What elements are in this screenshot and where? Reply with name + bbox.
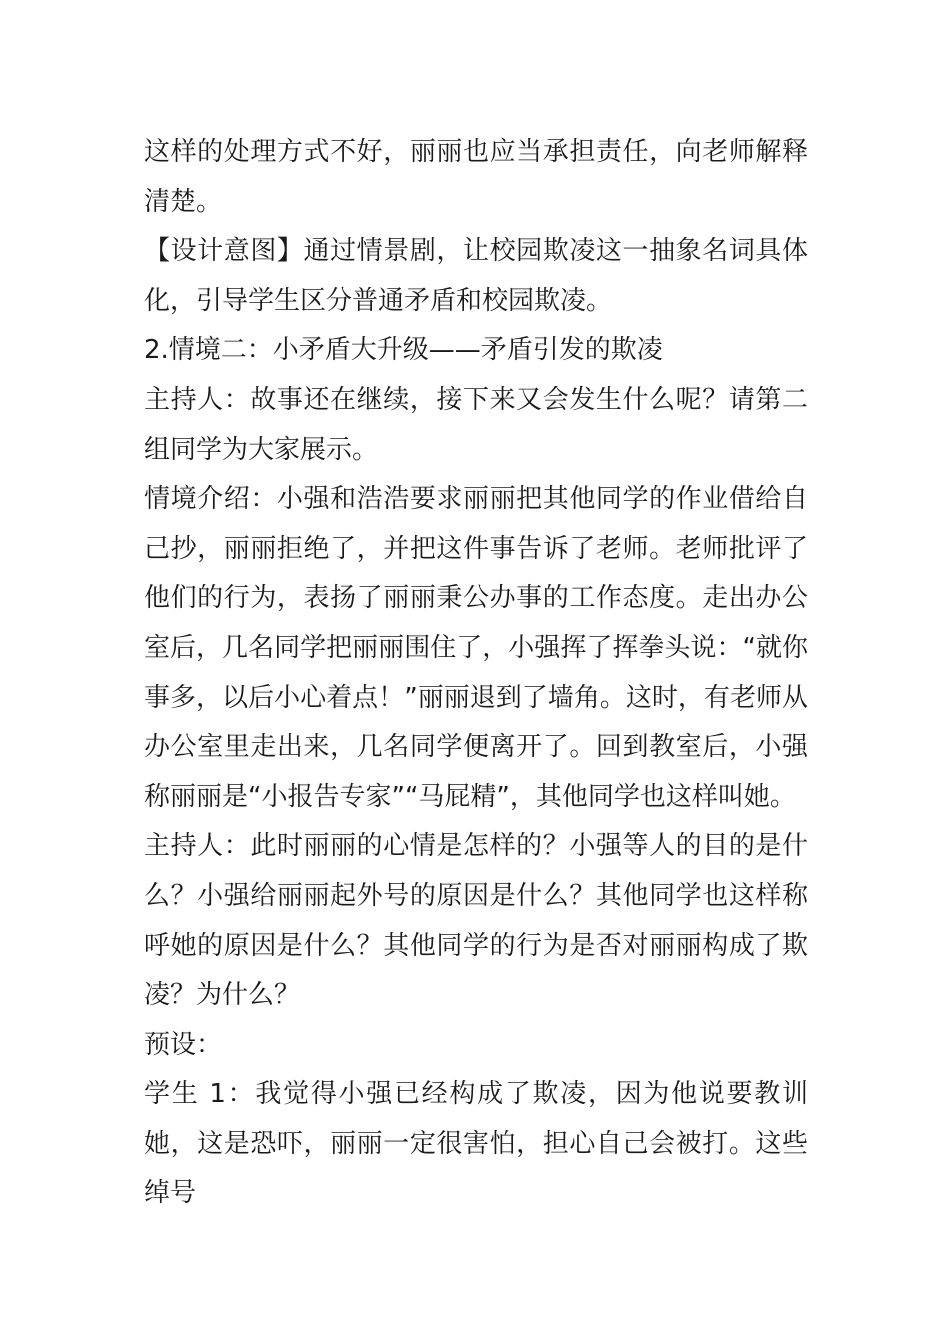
- paragraph-scenario-two-heading: 2.情境二：小矛盾大升级——矛盾引发的欺凌: [144, 335, 663, 366]
- paragraph-design-intent: 【设计意图】通过情景剧，让校园欺凌这一抽象名词具体化，引导学生区分普通矛盾和校园欺凌。: [144, 236, 808, 316]
- paragraph-student-one: 学生 1：我觉得小强已经构成了欺凌，因为他说要教训她，这是恐吓，丽丽一定很害怕，担心自己会被打。这些绰号: [144, 1079, 808, 1209]
- document-body: [144, 128, 808, 1219]
- paragraph-preset-label: 预设：: [144, 1029, 223, 1060]
- paragraph-scenario-description: 情境介绍：小强和浩浩要求丽丽把其他同学的作业借给自己抄，丽丽拒绝了，并把这件事告诉了老师。老师批评了他们的行为，表扬了丽丽秉公办事的工作态度。走出办公室后，几名同学把丽丽围住了，小强挥了挥拳头说：“就你事多，以后小心着点！”丽丽退到了墙角。这时，有老师从办公室里走出来，几名同学便离开了。回到教室后，小强称丽丽是“小报告专家”“马屁精”，其他同学也这样叫她。: [144, 484, 808, 812]
- paragraph-host-intro: 主持人：故事还在继续，接下来又会发生什么呢？请第二组同学为大家展示。: [144, 384, 808, 465]
- paragraph-responsibility: 这样的处理方式不好，丽丽也应当承担责任，向老师解释清楚。: [144, 137, 808, 217]
- paragraph-host-questions: 主持人：此时丽丽的心情是怎样的？小强等人的目的是什么？小强给丽丽起外号的原因是什么？其他同学也这样称呼她的原因是什么？其他同学的行为是否对丽丽构成了欺凌？为什么？: [144, 831, 808, 1011]
